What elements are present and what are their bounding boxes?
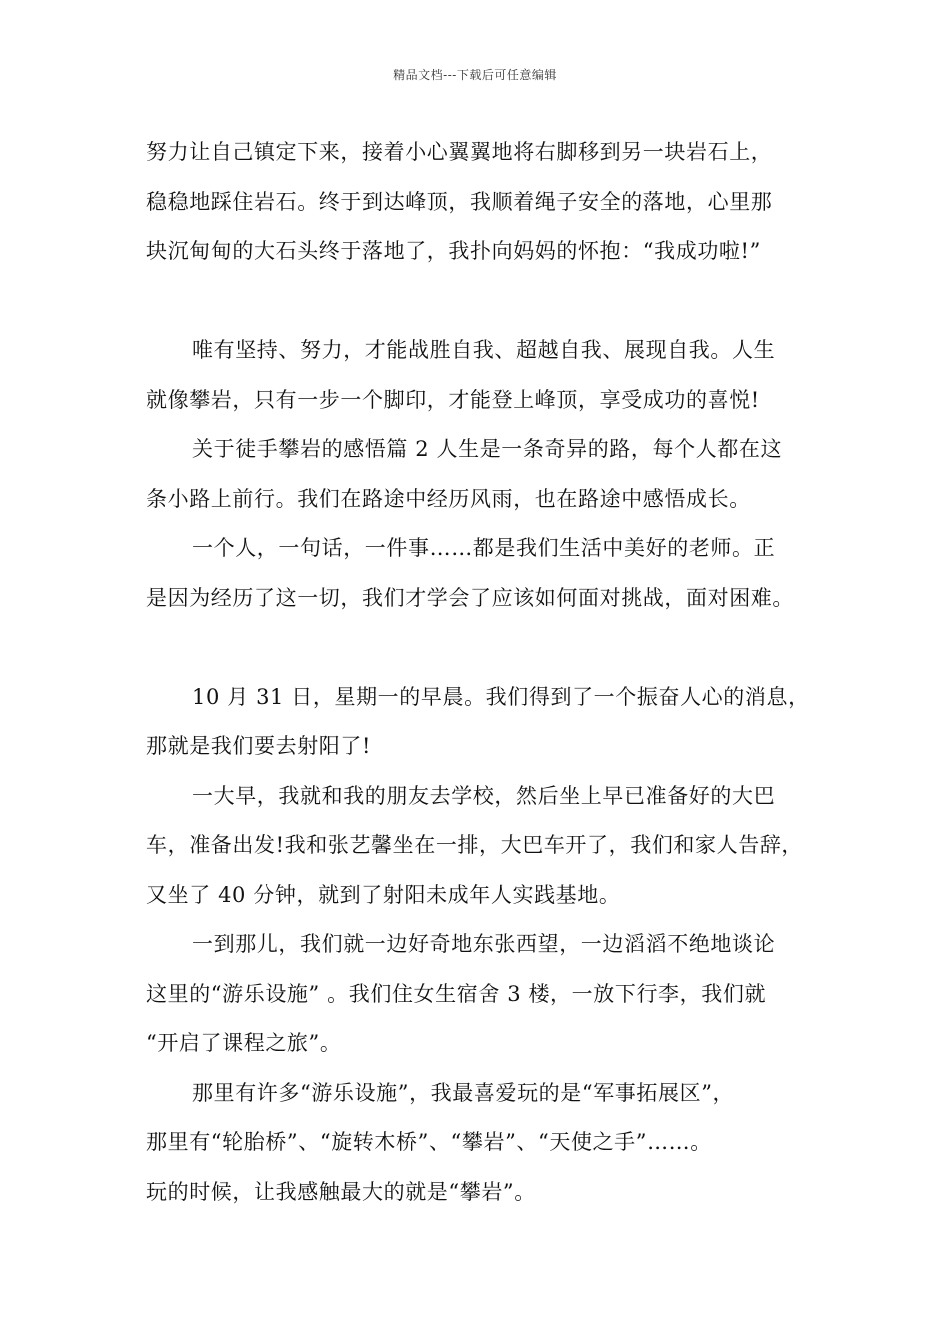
text-line: 努力让自己镇定下来，接着小心翼翼地将右脚移到另一块岩石上， bbox=[146, 140, 773, 164]
text-line: 关于徒手攀岩的感悟篇 2 人生是一条奇异的路，每个人都在这 bbox=[192, 437, 783, 461]
text-line: 那里有“轮胎桥”、“旋转木桥”、“攀岩”、“天使之手”……。 bbox=[146, 1130, 712, 1154]
document-body bbox=[146, 128, 826, 1217]
text-line: 是因为经历了这一切，我们才学会了应该如何面对挑战，面对困难。 bbox=[146, 585, 794, 610]
text-line: 那里有许多“游乐设施”，我最喜爱玩的是“军事拓展区”， bbox=[192, 1080, 735, 1105]
text-line: 车，准备出发!我和张艺馨坐在一排，大巴车开了，我们和家人告辞， bbox=[146, 833, 804, 857]
text-line: 玩的时候，让我感触最大的就是“攀岩”。 bbox=[146, 1179, 536, 1204]
text-line: 条小路上前行。我们在路途中经历风雨，也在路途中感悟成长。 bbox=[146, 486, 751, 511]
page-header: 精品文档---下载后可任意编辑 bbox=[393, 68, 557, 82]
text-line: 一大早，我就和我的朋友去学校，然后坐上早已准备好的大巴 bbox=[192, 783, 776, 808]
text-line: 那就是我们要去射阳了! bbox=[146, 734, 372, 758]
text-line: 就像攀岩，只有一步一个脚印，才能登上峰顶，享受成功的喜悦! bbox=[146, 387, 760, 412]
blank-line bbox=[146, 623, 826, 673]
text-line: “开启了课程之旅”。 bbox=[146, 1031, 342, 1055]
text-line: 块沉甸甸的大石头终于落地了，我扑向妈妈的怀抱：“我成功啦!” bbox=[146, 239, 761, 263]
text-line: 一到那儿，我们就一边好奇地东张西望，一边滔滔不绝地谈论 bbox=[192, 932, 776, 956]
blank-line bbox=[146, 277, 826, 327]
text-line: 唯有坚持、努力，才能战胜自我、超越自我、展现自我。人生 bbox=[192, 338, 776, 362]
text-line: 稳稳地踩住岩石。终于到达峰顶，我顺着绳子安全的落地，心里那 bbox=[146, 189, 773, 214]
text-line: 一个人，一句话，一件事……都是我们生活中美好的老师。正 bbox=[192, 536, 776, 560]
text-line: 又坐了 40 分钟，就到了射阳未成年人实践基地。 bbox=[146, 882, 621, 907]
text-line: 10 月 31 日，星期一的早晨。我们得到了一个振奋人心的消息， bbox=[192, 684, 810, 709]
text-line: 这里的“游乐设施” 。我们住女生宿舍 3 楼，一放下行李，我们就 bbox=[146, 981, 767, 1006]
